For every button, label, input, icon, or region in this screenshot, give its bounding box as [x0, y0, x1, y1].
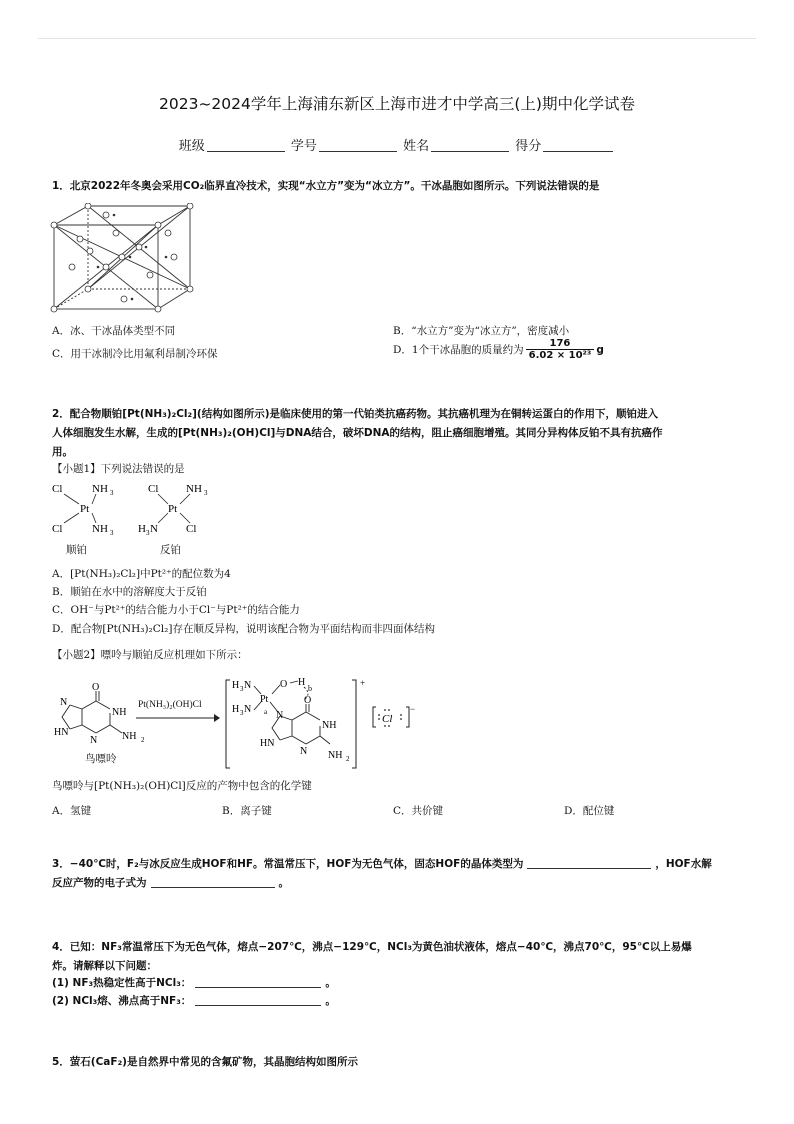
number-blank[interactable] [319, 151, 397, 152]
svg-text:3: 3 [110, 529, 114, 537]
q2-sub1-option-c[interactable]: C．OH⁻与Pt²⁺的结合能力小于Cl⁻与Pt²⁺的结合能力 [52, 604, 300, 616]
q5-stem: 5．萤石(CaF₂)是自然界中常见的含氟矿物，其晶胞结构如图所示 [52, 1056, 358, 1068]
q2-stem-line-3: 用。 [52, 446, 73, 458]
q3-line-1 [52, 855, 712, 874]
q3-line-1-text: 3．−40℃时，F₂与冰反应生成HOF和HF。常温常压下，HOF为无色气体，固态HOF的晶体类型为 [52, 858, 524, 870]
svg-text:N: N [150, 523, 158, 535]
score-blank[interactable] [543, 151, 613, 152]
q1-option-d-prefix: D．1个干冰晶胞的质量约为 [393, 344, 524, 356]
svg-text:3: 3 [110, 489, 114, 497]
class-blank[interactable] [207, 151, 285, 152]
q1-option-d-unit: g [596, 343, 604, 356]
svg-text:b: b [308, 684, 312, 693]
reaction-arrow [136, 713, 220, 723]
top-divider [38, 38, 756, 39]
svg-text:NH: NH [322, 720, 337, 731]
svg-text:N: N [90, 735, 98, 746]
svg-text:N: N [60, 697, 68, 708]
q2-sub2-option-a[interactable]: A．氢键 [52, 805, 92, 817]
student-info-row [0, 135, 794, 154]
fraction-denominator: 6.02 × 10²³ [526, 349, 595, 361]
svg-text:H: H [232, 680, 240, 691]
svg-text:2: 2 [141, 736, 145, 744]
q3-blank-electron-formula[interactable] [151, 887, 275, 888]
cisplatin-label: 顺铂 [66, 544, 87, 556]
q2-sub1-option-b[interactable]: B．顺铂在水中的溶解度大于反铂 [52, 586, 207, 598]
svg-text:NH: NH [328, 750, 343, 761]
svg-text:Pt: Pt [260, 694, 269, 705]
svg-text:HN: HN [54, 727, 69, 738]
q3-line-2-text: 反应产物的电子式为 [52, 877, 147, 889]
q2-sub2-option-c[interactable]: C．共价键 [393, 805, 444, 817]
svg-text:HN: HN [260, 738, 275, 749]
svg-text:Cl: Cl [382, 713, 393, 725]
q4-line-2: 炸。请解释以下问题： [52, 960, 157, 972]
svg-text:3: 3 [240, 685, 244, 693]
dry-ice-unit-cell-diagram [50, 203, 195, 313]
q3-blank-crystal-type[interactable] [527, 868, 651, 869]
number-label: 学号 [290, 139, 317, 154]
svg-text:+: + [360, 678, 366, 688]
q1-option-c[interactable]: C．用干冰制冷比用氟利昂制冷环保 [52, 348, 218, 360]
reaction-reagent: Pt(NH₃)₂(OH)Cl [138, 700, 202, 710]
svg-text:N: N [276, 710, 284, 721]
svg-text:3: 3 [204, 489, 208, 497]
svg-text:H: H [138, 523, 146, 535]
svg-text:NH: NH [92, 483, 108, 495]
fraction-numerator: 176 [549, 338, 571, 349]
svg-text:−: − [410, 704, 416, 714]
q3-line-2 [52, 874, 289, 893]
svg-text:NH: NH [186, 483, 202, 495]
svg-text:3: 3 [146, 529, 150, 537]
svg-text:Cl: Cl [52, 483, 63, 495]
cisplatin-structure [50, 481, 130, 541]
guanine-label: 鸟嘌呤 [85, 753, 117, 765]
q4-part-2-text: (2) NCl₃熔、沸点高于NF₃： [52, 995, 192, 1007]
svg-text:NH: NH [112, 707, 127, 718]
transplatin-structure [138, 481, 218, 541]
q4-part-1 [52, 974, 336, 993]
q1-stem: 1．北京2022年冬奥会采用CO₂临界直冷技术，实现“水立方”变为“冰立方”。干冰晶胞如图所示。下列说法错误的是 [52, 180, 600, 192]
q1-option-d-fraction [526, 338, 595, 361]
svg-text:N: N [244, 680, 252, 691]
q4-part-1-end: 。 [325, 977, 336, 989]
q4-line-1: 4．已知：NF₃常温常压下为无色气体，熔点−207℃，沸点−129℃，NCl₃为黄色油状液体，熔点−40℃，沸点70℃，95℃以上易爆 [52, 941, 692, 953]
page-title: 2023~2024学年上海浦东新区上海市进才中学高三(上)期中化学试卷 [159, 95, 635, 113]
svg-text:Cl: Cl [186, 523, 197, 535]
q4-part-2-end: 。 [325, 995, 336, 1007]
q1-option-a[interactable]: A．冰、干冰晶体类型不同 [52, 325, 176, 337]
q4-blank-1[interactable] [195, 987, 321, 988]
q2-sub1-option-a[interactable]: A．[Pt(NH₃)₂Cl₂]中Pt²⁺的配位数为4 [52, 568, 231, 580]
q4-part-1-text: (1) NF₃热稳定性高于NCl₃： [52, 977, 192, 989]
svg-text:NH: NH [122, 731, 137, 742]
svg-text:Pt: Pt [168, 503, 178, 515]
svg-text:Cl: Cl [148, 483, 159, 495]
svg-text:N: N [244, 704, 252, 715]
platinum-guanine-product [224, 672, 374, 772]
q2-sub2-option-b[interactable]: B．离子键 [222, 805, 272, 817]
score-label: 得分 [515, 139, 542, 154]
svg-text:3: 3 [240, 709, 244, 717]
q2-stem-line-1: 2．配合物顺铂[Pt(NH₃)₂Cl₂](结构如图所示)是临床使用的第一代铂类抗癌药物。其抗癌机理为在铜转运蛋白的作用下，顺铂进入 [52, 408, 658, 420]
q2-stem-line-2: 人体细胞发生水解，生成的[Pt(NH₃)₂(OH)Cl]与DNA结合，破坏DNA的结构，阻止癌细胞增殖。其同分异构体反铂不具有抗癌作 [52, 427, 663, 439]
q2-sub2-option-d[interactable]: D．配位键 [564, 805, 615, 817]
q4-part-2 [52, 992, 336, 1011]
q2-sub2-heading: 【小题2】嘌呤与顺铂反应机理如下所示： [52, 649, 248, 661]
svg-text:H: H [232, 704, 240, 715]
svg-text:2: 2 [346, 755, 350, 763]
svg-text:O: O [280, 679, 288, 690]
svg-text:O: O [304, 695, 312, 706]
svg-text:N: N [300, 746, 308, 757]
q3-line-1-tail: ，HOF水解 [655, 858, 712, 870]
svg-text:Cl: Cl [52, 523, 63, 535]
q3-line-2-end: 。 [278, 877, 289, 889]
chloride-ion-lewis [370, 703, 416, 731]
class-label: 班级 [178, 139, 205, 154]
q2-sub2-question: 鸟嘌呤与[Pt(NH₃)₂(OH)Cl]反应的产物中包含的化学键 [52, 780, 312, 792]
q2-sub1-option-d[interactable]: D．配合物[Pt(NH₃)₂Cl₂]存在顺反异构，说明该配合物为平面结构而非四面体结构 [52, 623, 435, 635]
transplatin-label: 反铂 [160, 544, 181, 556]
q1-option-b[interactable]: B．“水立方”变为“冰立方”，密度减小 [393, 325, 570, 337]
name-label: 姓名 [403, 139, 430, 154]
svg-text:NH: NH [92, 523, 108, 535]
q4-blank-2[interactable] [195, 1005, 321, 1006]
q1-option-d[interactable] [393, 338, 604, 361]
svg-text:H: H [298, 677, 306, 688]
svg-text:a: a [264, 708, 268, 716]
svg-text:Pt: Pt [80, 503, 90, 515]
svg-text:O: O [92, 683, 100, 693]
q2-sub1-heading: 【小题1】下列说法错误的是 [52, 463, 185, 475]
name-blank[interactable] [431, 151, 509, 152]
